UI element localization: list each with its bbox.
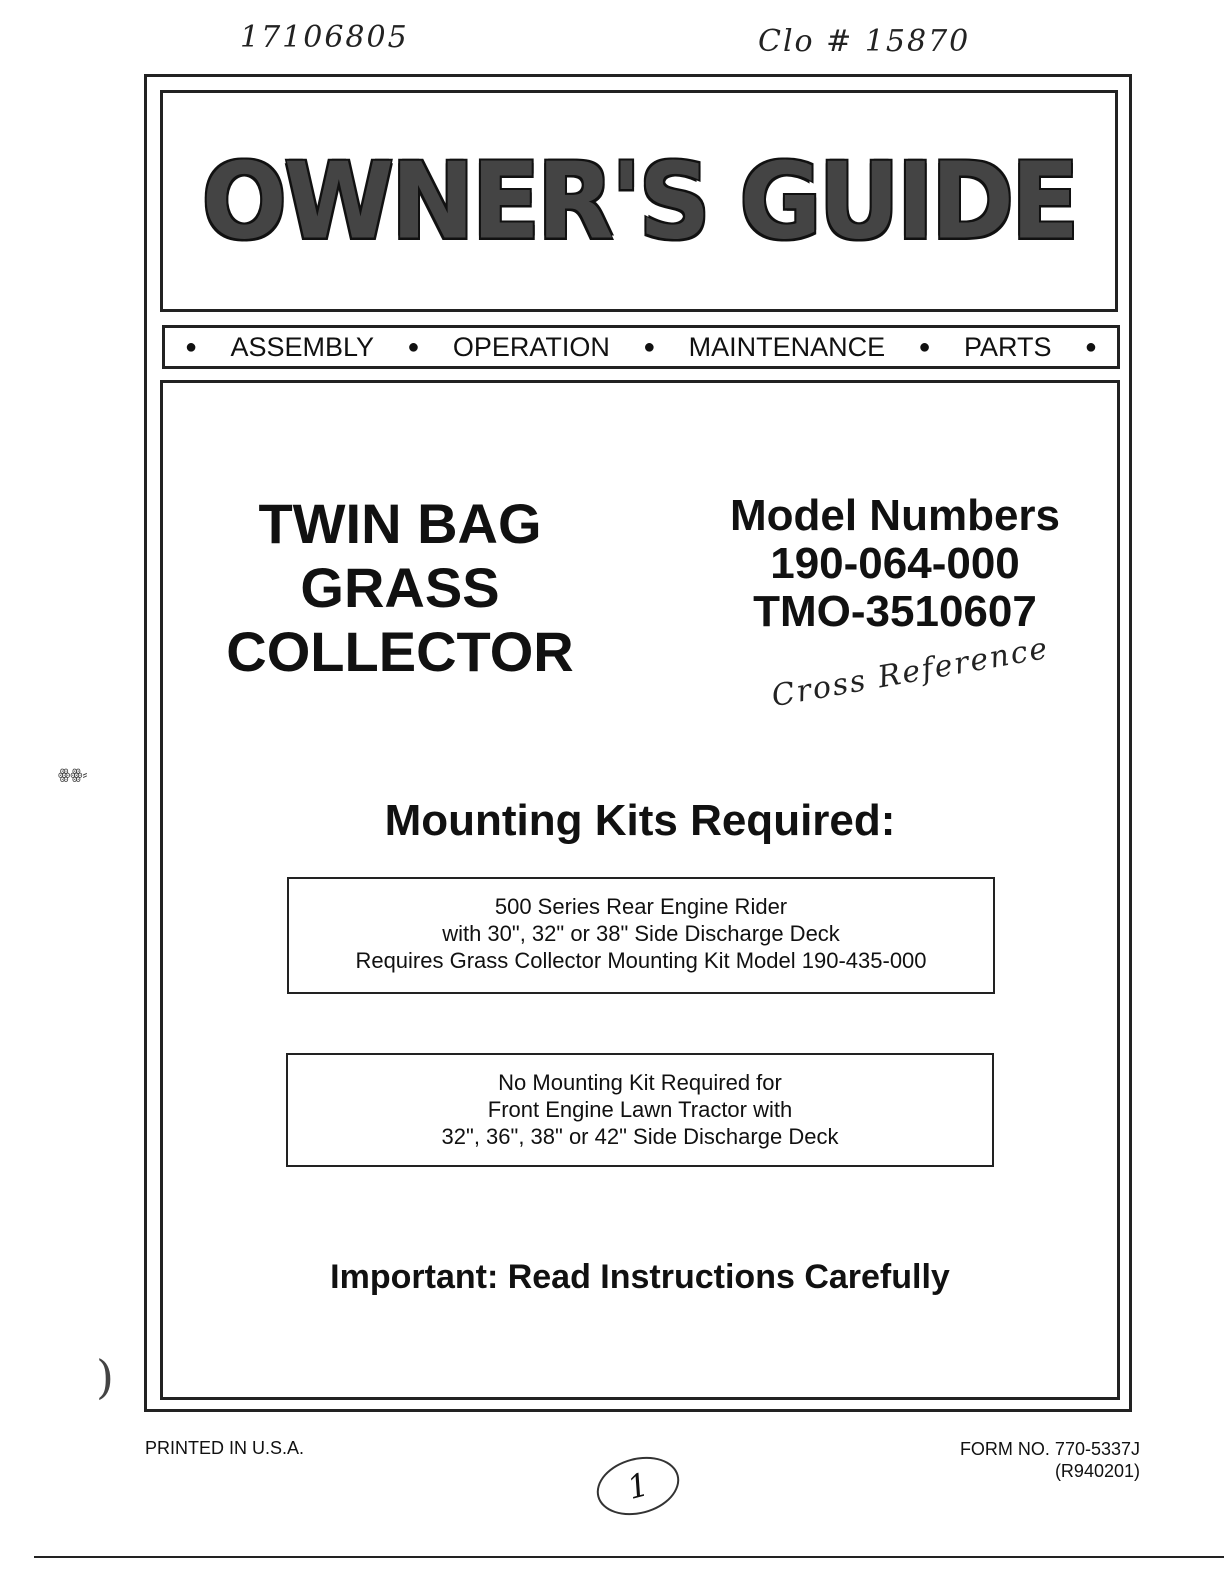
model-numbers — [690, 492, 1100, 636]
form-number-block — [930, 1438, 1140, 1482]
section-maintenance: MAINTENANCE — [688, 331, 886, 362]
important-notice: Important: Read Instructions Carefully — [330, 1258, 950, 1296]
bottom-rule — [34, 1556, 1224, 1558]
page-number: 1 — [590, 1448, 686, 1524]
kit-line: Requires Grass Collector Mounting Kit Model 190-435-000 — [355, 948, 927, 973]
section-bar — [162, 325, 1120, 369]
model-number-2: TMO-3510607 — [753, 587, 1037, 636]
bullet-icon: ● — [643, 335, 656, 358]
kit-box-front-engine — [286, 1053, 994, 1167]
bullet-icon: ● — [1084, 335, 1097, 358]
printed-in: PRINTED IN U.S.A. — [145, 1438, 305, 1458]
kit-box-rear-engine — [287, 877, 995, 994]
section-operation: OPERATION — [452, 331, 610, 362]
kit-line: 500 Series Rear Engine Rider — [494, 894, 788, 919]
margin-mark: ꙮꙮ⸗ — [58, 766, 88, 782]
page-title: OWNER'S GUIDE — [201, 139, 1077, 263]
kit-line: 32", 36", 38" or 42" Side Discharge Deck — [441, 1124, 839, 1149]
title-box — [160, 90, 1118, 312]
kit-line: with 30", 32" or 38" Side Discharge Deck — [442, 921, 840, 946]
model-heading: Model Numbers — [729, 491, 1061, 540]
kits-heading: Mounting Kits Required: — [384, 796, 896, 845]
bullet-icon: ● — [918, 335, 931, 358]
model-number-1: 190-064-000 — [770, 539, 1020, 588]
product-name — [200, 492, 600, 684]
revision-code: (R940201) — [1054, 1461, 1140, 1481]
handwritten-cross-reference: Cross Reference — [769, 630, 1052, 715]
section-parts: PARTS — [964, 331, 1052, 362]
bullet-icon: ● — [407, 335, 420, 358]
product-line-3: COLLECTOR — [226, 620, 574, 683]
margin-paren-mark: ) — [96, 1350, 114, 1404]
bullet-icon: ● — [185, 335, 198, 358]
section-assembly: ASSEMBLY — [230, 331, 375, 362]
handwritten-number: 17106805 — [240, 20, 409, 55]
kit-line: No Mounting Kit Required for — [498, 1070, 782, 1095]
form-number: FORM NO. 770-5337J — [959, 1439, 1140, 1459]
kit-line: Front Engine Lawn Tractor with — [487, 1097, 793, 1122]
handwritten-clo-number: Clo # 15870 — [758, 24, 971, 59]
product-line-1: TWIN BAG — [258, 492, 542, 555]
product-line-2: GRASS — [300, 556, 500, 619]
